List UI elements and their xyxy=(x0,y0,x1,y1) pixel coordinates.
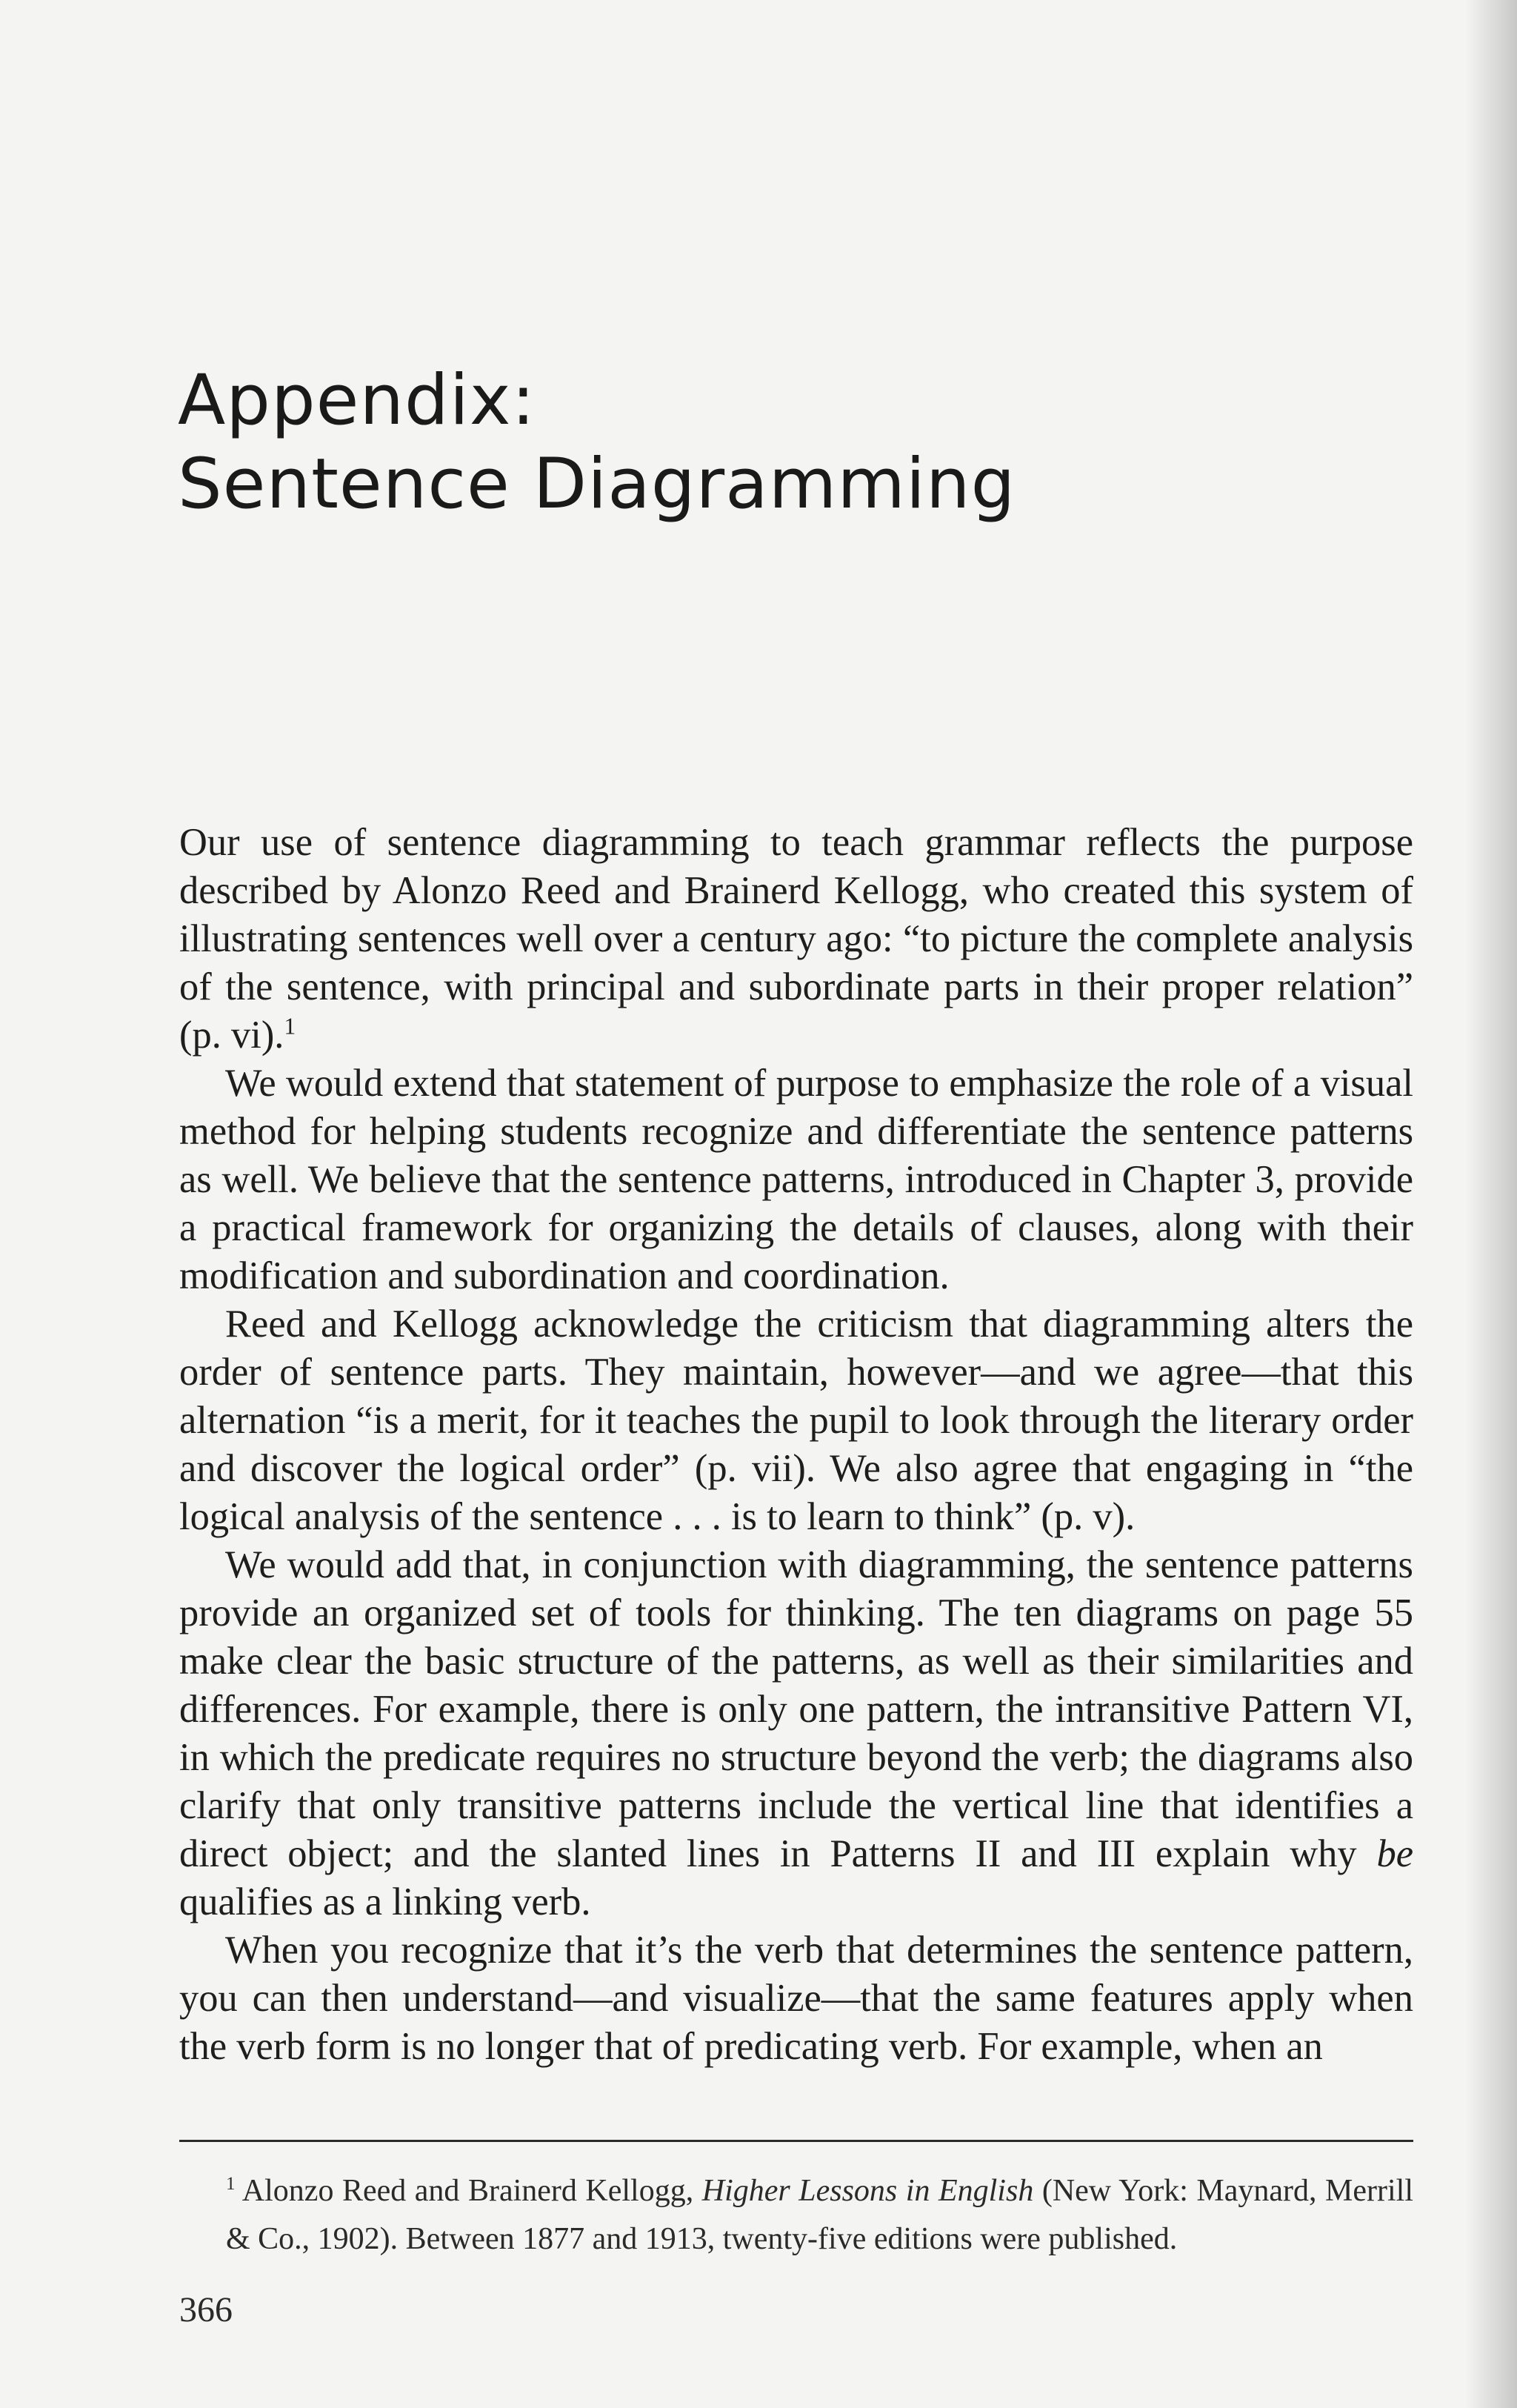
paragraph-1 xyxy=(179,819,1413,1060)
paragraph-1-text: Our use of sentence diagramming to teach grammar reflects the purpose described by Alonzo Reed and Brainerd Kellogg, who created this system of illustrating sentences well over a century ago: “to picture the complete analysis of the sentence, with principal and subordinate parts in their proper relation” (p. vi). xyxy=(179,821,1413,1057)
page-edge-shadow xyxy=(1465,0,1517,2408)
paragraph-3: Reed and Kellogg acknowledge the criticism that diagramming alters the order of sentence parts. They maintain, however—and we agree—that this alternation “is a merit, for it teaches the pupil to look through the literary order and discover the logical order” (p. vii). We also agree that engaging in “the logical analysis of the sentence . . . is to learn to think” (p. v). xyxy=(179,1303,1413,1538)
title-line-2: Sentence Diagramming xyxy=(178,443,1016,525)
paragraph-4-text-a: We would add that, in conjunction with diagramming, the sentence patterns provide an organized set of tools for thinking. The ten diagrams on page 55 make clear the basic structure of the patterns, as well as their similarities and differences. For example, there is only one pattern, the intransitive Pattern VI, in which the predicate requires no structure beyond the verb; the diagrams also clarify that only transitive patterns include the vertical line that identifies a direct object; and the slanted lines in Patterns II and III explain why xyxy=(179,1543,1413,1875)
paragraph-4-text-b: qualifies as a linking verb. xyxy=(179,1880,591,1923)
page-number: 366 xyxy=(179,2290,233,2329)
footnote xyxy=(226,2167,1413,2264)
footnote-reference: 1 xyxy=(284,1013,296,1040)
footnote-text-b: (New York: Maynard, Merrill & Co., 1902). Between 1877 and 1913, twenty-five editions were published. xyxy=(226,2174,1414,2256)
title-line-1: Appendix: xyxy=(178,360,536,441)
footnote-marker: 1 xyxy=(226,2174,236,2194)
paragraph-5: When you recognize that it’s the verb that determines the sentence pattern, you can then understand—and visualize—that the same features apply when the verb form is no longer that of predicating verb. For example, when an xyxy=(179,1929,1413,2068)
paragraph-4 xyxy=(179,1541,1413,1926)
body-text xyxy=(179,819,1413,2071)
paragraph-4-italic-word: be xyxy=(1376,1832,1413,1875)
paragraph-2: We would extend that statement of purpose to emphasize the role of a visual method for helping students recognize and differentiate the sentence patterns as well. We believe that the sentence patterns, introduced in Chapter 3, provide a practical framework for organizing the details of clauses, along with their modification and subordination and coordination. xyxy=(179,1062,1413,1297)
footnote-divider xyxy=(179,2140,1413,2142)
footnote-book-title: Higher Lessons in English xyxy=(701,2174,1034,2208)
page-title xyxy=(178,359,1016,527)
footnote-text-a: Alonzo Reed and Brainerd Kellogg, xyxy=(235,2174,702,2208)
